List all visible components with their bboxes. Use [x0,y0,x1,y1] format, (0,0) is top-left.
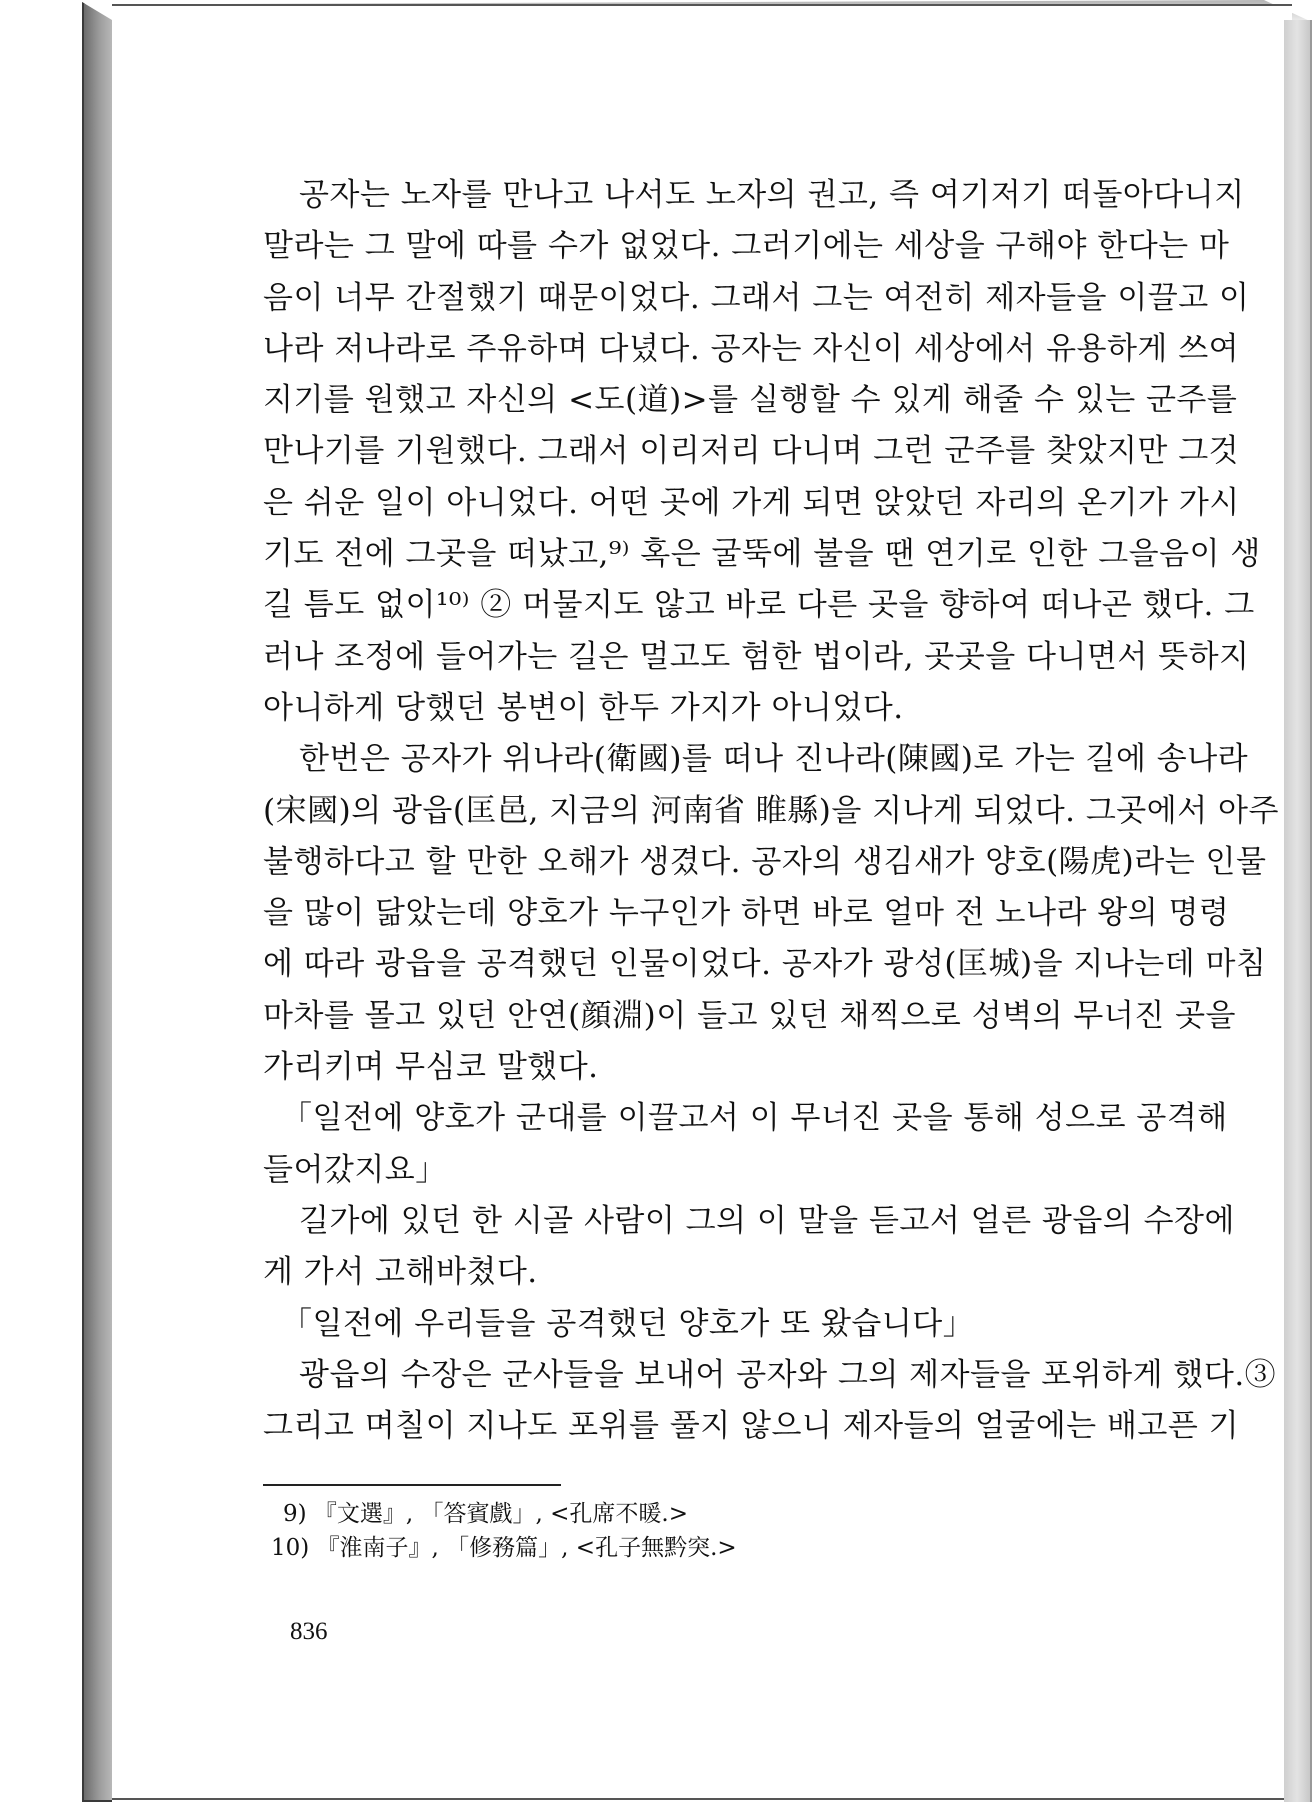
body-line: 기도 전에 그곳을 떠났고,⁹⁾ 혹은 굴뚝에 불을 땐 연기로 인한 그을음이 생 [263,536,1261,573]
footnote-divider [263,1484,561,1486]
body-line: 만나기를 기원했다. 그래서 이리저리 다니며 그런 군주를 찾았지만 그것 [263,433,1240,470]
body-line: 러나 조정에 들어가는 길은 멀고도 험한 법이라, 곳곳을 다니면서 뜻하지 [263,638,1250,675]
body-line: 불행하다고 할 만한 오해가 생겼다. 공자의 생김새가 양호(陽虎)라는 인물 [263,843,1267,880]
body-line: 나라 저나라로 주유하며 다녔다. 공자는 자신이 세상에서 유용하게 쓰여 [263,330,1240,367]
body-line: 공자는 노자를 만나고 나서도 노자의 권고, 즉 여기저기 떠돌아다니지 [299,177,1245,213]
footnote-item: 9) 『文選』, 「答賓戲」, <孔席不暖.> [283,1501,689,1527]
body-line: 말라는 그 말에 따를 수가 없었다. 그러기에는 세상을 구해야 한다는 마 [263,228,1230,265]
body-line: 광읍의 수장은 군사들을 보내어 공자와 그의 제자들을 포위하게 했다.③ [299,1356,1277,1393]
footnote-item: 10) 『淮南子』, 「修務篇」, <孔子無黔突.> [271,1535,737,1561]
body-line: 에 따라 광읍을 공격했던 인물이었다. 공자가 광성(匡城)을 지나는데 마침 [263,946,1267,983]
body-line: 게 가서 고해바쳤다. [263,1254,538,1291]
book-spine [82,2,112,1802]
body-line: 아니하게 당했던 봉변이 한두 가지가 아니었다. [263,689,904,726]
page-number: 836 [290,1618,328,1645]
body-text [263,170,1279,1452]
body-line: 「일전에 우리들을 공격했던 양호가 또 왔습니다」 [281,1305,975,1342]
body-line: 「일전에 양호가 군대를 이끌고서 이 무너진 곳을 통해 성으로 공격해 [281,1100,1228,1137]
body-line: 마차를 몰고 있던 안연(顔淵)이 들고 있던 채찍으로 성벽의 무너진 곳을 [263,997,1236,1034]
body-line: 그리고 며칠이 지나도 포위를 풀지 않으니 제자들의 얼굴에는 배고픈 기 [263,1408,1240,1445]
body-line: 음이 너무 간절했기 때문이었다. 그래서 그는 여전히 제자들을 이끌고 이 [263,279,1250,316]
body-line: 길가에 있던 한 시골 사람이 그의 이 말을 듣고서 얼른 광읍의 수장에 [299,1202,1235,1239]
body-line: 한번은 공자가 위나라(衛國)를 떠나 진나라(陳國)로 가는 길에 송나라 [299,741,1249,778]
body-line: 은 쉬운 일이 아니었다. 어떤 곳에 가게 되면 앉았던 자리의 온기가 가시 [263,484,1240,521]
body-line: (宋國)의 광읍(匡邑, 지금의 河南省 睢縣)을 지나게 되었다. 그곳에서 아주 [263,792,1279,829]
body-line: 을 많이 닮았는데 양호가 누구인가 하면 바로 얼마 전 노나라 왕의 명령 [263,895,1230,932]
body-line: 들어갔지요」 [263,1151,447,1188]
page-right-edge [1284,20,1312,1802]
footnotes [271,1497,737,1565]
body-line: 가리키며 무심코 말했다. [263,1049,599,1086]
body-line: 지기를 원했고 자신의 <도(道)>를 실행할 수 있게 해줄 수 있는 군주를 [263,382,1238,419]
body-line: 길 틈도 없이¹⁰⁾ ② 머물지도 않고 바로 다른 곳을 향하여 떠나곤 했다. 그 [263,587,1255,624]
